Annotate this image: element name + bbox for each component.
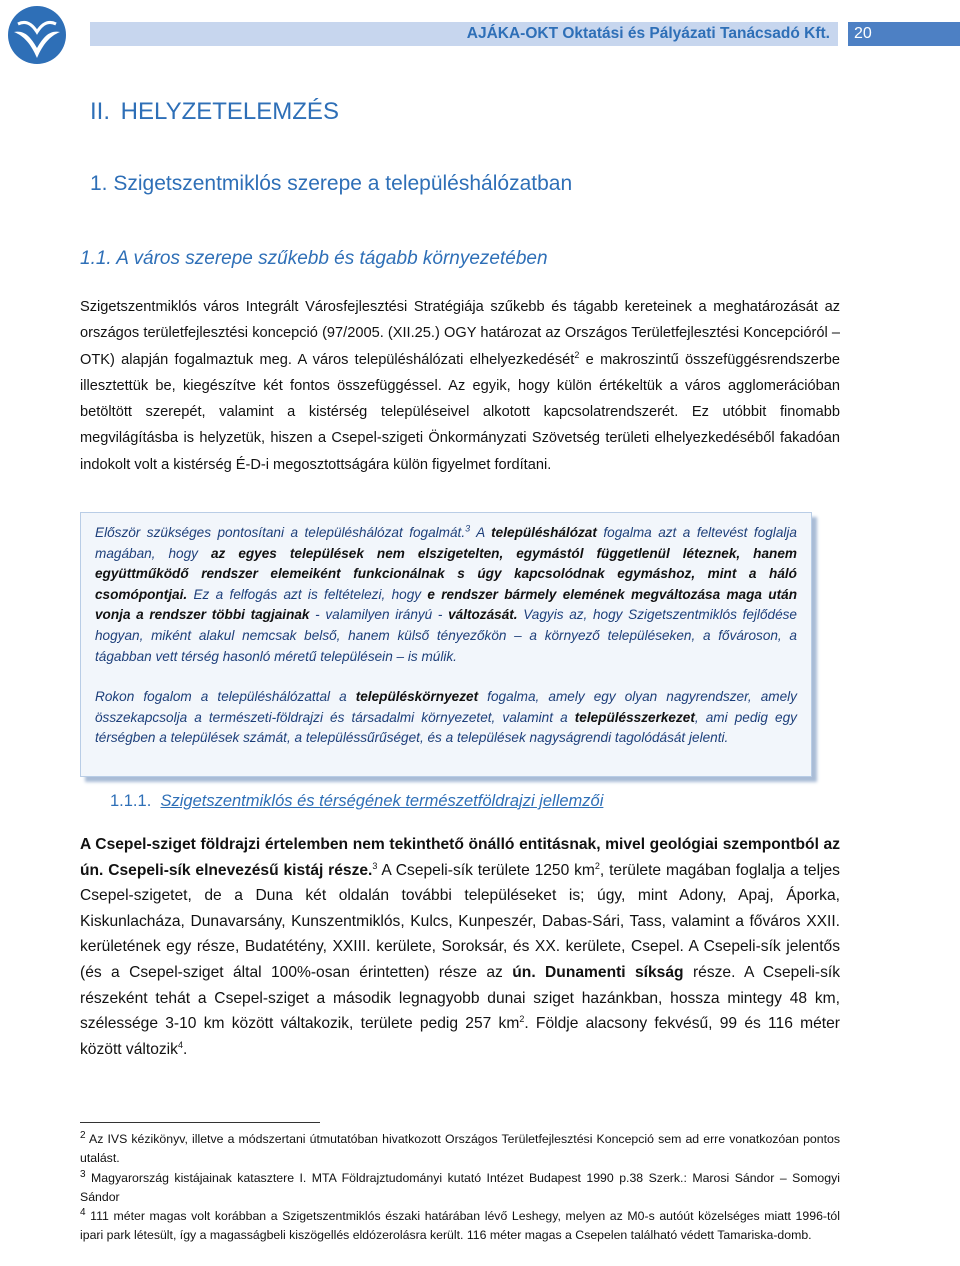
callout-emphasis: az egyes települések nem elszigetelten, egymástól függetlenül léteznek, hanem együttműködő rendszer elemeiként funkcionálnak s úgy kapcsolódnak egymáshoz, mint a háló csomópontjai. [95, 545, 797, 602]
callout-text: A [470, 525, 492, 540]
geography-term: ún. Dunamenti síkság [512, 963, 684, 981]
footnote-ref[interactable]: 2 [574, 349, 580, 360]
superscript: 2 [594, 860, 600, 871]
geography-text: része. A Csepeli-sík részeként tehát a Csepel-sziget a második legnagyobb dunai sziget hazánkban, hossza mintegy 48 km, szélessége 3-10 km között váltakozik, területe pedig 257 km [80, 963, 841, 1033]
callout-term: településkörnyezet [355, 689, 479, 705]
intro-text-b: e makroszintű összefüggésrendszerbe illesztettük be, kiegészítve két fontos összefüggéssel. Az egyik, hogy külön értékeltük a város agglomerációban betöltött szerepét, valamint a kistérség településeivel alkotott kapcsolatrendszerét. Ez utóbbit finomabb megvilágításba is helyzetük, hiszen a Csepel-szigeti Önkormányzati Szövetség területi elhelyezkedéséből fakadóan indokolt volt a kistérség É-D-i megosztottságára külön figyelmet fordítani. [80, 351, 840, 473]
footnote-3 [80, 1169, 840, 1208]
subsubsection-heading [110, 792, 603, 811]
callout-term: településhálózat [491, 525, 597, 540]
geography-text: . Földje alacsony fekvésű, 99 és 116 méter között változik [80, 1015, 840, 1058]
geography-paragraph [80, 832, 840, 1062]
callout-paragraph-1 [95, 523, 797, 667]
footnote-text: Magyarország kistájainak katasztere I. MTA Földrajztudományi kutató Intézet Budapest 1990 p.38 Szerk.: Marosi Sándor – Somogyi Sándor [80, 1170, 840, 1204]
subsection-heading: 1.1. A város szerepe szűkebb és tágabb környezetében [80, 248, 548, 269]
callout-text: Először szükséges pontosítani a településhálózat fogalmát. [95, 525, 466, 540]
callout-text: - valamilyen irányú - [309, 607, 449, 623]
footnote-ref[interactable]: 4 [177, 1039, 183, 1050]
callout-text: , ami pedig egy térségben a települések számát, a településsűrűséget, és a települések nagyságrendi tagolódását jelenti. [95, 709, 797, 746]
footnote-number: 3 [80, 1168, 86, 1180]
footnote-text: Az IVS kézikönyv, illetve a módszertani útmutatóban hivatkozott Országos Területfejlesztési Koncepció sem ad erre vonatkozóan pontos utalást. [80, 1132, 840, 1166]
footnote-text: 111 méter magas volt korábban a Szigetszentmiklós északi határában lévő Leshegy, melyen az M0-s autóút közelséges miatt 1996-tól ipari park létesült, így a magasságbeli kiszögellés eldózerolásra került. 116 méter magas a Csepelen található védett Tamariska-domb. [80, 1209, 840, 1243]
callout-text: Vagyis az, hogy Szigetszentmiklós fejlődése hogyan, miként alakul nemcsak belső, hanem külső tényezőkön – a környező településeken, a fővároson, a tágabban vett térség hasonló méretű településein – is múlik. [95, 607, 797, 664]
header-company: AJÁKA-OKT Oktatási és Pályázati Tanácsadó Kft. [90, 22, 838, 46]
geography-text: , területe magában foglalja a teljes Csepel-szigetet, de a Duna két oldalán további településeket is; úgy, mint Adony, Apaj, Áporka, Kiskunlacháza, Dunavarsány, Kunszentmiklós, Kulcs, Kunpeszér, Dabas-Sári, Tass, valamint a főváros XXII. kerületének egy része, Budatétény, XXIII. kerülete, Soroksár, és XX. kerülete, Csepel. A Csepeli-sík jelentős (és a Csepel-sziget által 100%-osan érintetten) része az [80, 861, 840, 981]
chapter-heading: II. HELYZETELEMZÉS [90, 98, 339, 125]
footnote-ref[interactable]: 3 [465, 523, 471, 534]
intro-paragraph [80, 294, 840, 478]
intro-text-a: Szigetszentmiklós város Integrált Városfejlesztési Stratégiája szűkebb és tágabb kereteinek a meghatározását az országos területfejlesztési koncepció (97/2005. (XII.25.) OGY határozat az Országos Területfejlesztési Koncepcióról – OTK) alapján fogalmaztuk meg. A város településhálózati elhelyezkedését [80, 299, 840, 368]
definition-callout [80, 512, 812, 777]
subsubsection-number: 1.1.1. [110, 792, 152, 810]
footnote-2 [80, 1130, 840, 1169]
callout-term: településszerkezet [574, 709, 695, 725]
section-heading: 1. Szigetszentmiklós szerepe a településhálózatban [90, 172, 573, 195]
callout-emphasis: változását. [448, 607, 518, 623]
footnote-number: 2 [80, 1129, 86, 1141]
geography-lead: A Csepel-sziget földrajzi értelemben nem tekinthető önálló entitásnak, mivel geológiai szempontból az ún. Csepeli-sík elnevezésű kistáj része. [80, 836, 840, 879]
callout-emphasis: e rendszer bármely elemének megváltozása maga után vonja a rendszer többi tagjainak [95, 586, 797, 623]
geography-text: . [182, 1040, 188, 1058]
callout-paragraph-2 [95, 687, 797, 749]
superscript: 2 [519, 1013, 525, 1024]
footnote-number: 4 [80, 1207, 86, 1219]
callout-text: fogalma, amely egy olyan nagyrendszer, amely összekapcsolja a természeti-földrajzi és társadalmi környezetet, valamint a [95, 689, 797, 725]
geography-text: A Csepeli-sík területe 1250 km [377, 861, 595, 879]
callout-text: fogalma azt a feltevést foglalja magában, hogy [95, 525, 797, 561]
footnote-4 [80, 1207, 840, 1246]
footnotes [80, 1130, 840, 1246]
footnote-divider [80, 1122, 320, 1123]
callout-text: Ez a felfogás azt is feltételezi, hogy [187, 586, 428, 602]
callout-text: Rokon fogalom a településhálózattal a [95, 689, 356, 705]
page-number: 20 [848, 22, 960, 46]
bird-emblem-icon [6, 4, 68, 66]
subsubsection-title: Szigetszentmiklós és térségének természetföldrajzi jellemzői [160, 792, 604, 810]
footnote-ref[interactable]: 3 [372, 860, 378, 871]
